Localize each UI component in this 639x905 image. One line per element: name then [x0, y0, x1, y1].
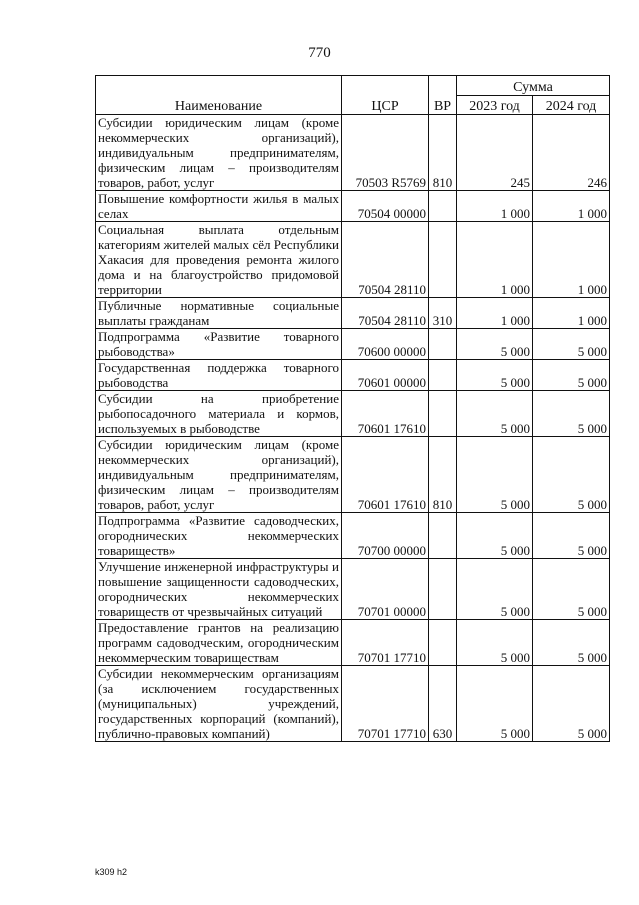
- row-amount-2023: 1 000: [457, 298, 533, 329]
- row-amount-2023: 5 000: [457, 329, 533, 360]
- header-csr: ЦСР: [342, 76, 429, 115]
- table-row: [96, 329, 610, 360]
- row-vr: [429, 222, 457, 298]
- row-name: Государственная поддержка товарного рыбоводства: [96, 360, 342, 391]
- row-vr: [429, 360, 457, 391]
- row-amount-2024: 5 000: [533, 620, 610, 666]
- row-amount-2023: 5 000: [457, 437, 533, 513]
- row-amount-2024: 5 000: [533, 391, 610, 437]
- table-row: [96, 191, 610, 222]
- document-code: k309 h2: [95, 867, 128, 877]
- header-year-2023: 2023 год: [457, 95, 533, 115]
- table-row: [96, 391, 610, 437]
- row-csr: 70701 17710: [342, 666, 429, 742]
- row-csr: 70601 00000: [342, 360, 429, 391]
- row-name: Субсидии на приобретение рыбопосадочного материала и кормов, используемых в рыбоводстве: [96, 391, 342, 437]
- table-row: [96, 360, 610, 391]
- row-vr: [429, 559, 457, 620]
- row-name: Субсидии юридическим лицам (кроме некоммерческих организаций), индивидуальным предпринимателям, физическим лицам – производителям товаров, работ, услуг: [96, 437, 342, 513]
- row-amount-2024: 1 000: [533, 222, 610, 298]
- row-amount-2024: 1 000: [533, 298, 610, 329]
- row-csr: 70601 17610: [342, 391, 429, 437]
- row-name: Публичные нормативные социальные выплаты гражданам: [96, 298, 342, 329]
- row-amount-2023: 5 000: [457, 620, 533, 666]
- row-csr: 70701 00000: [342, 559, 429, 620]
- row-vr: [429, 329, 457, 360]
- row-vr: 810: [429, 437, 457, 513]
- row-csr: 70600 00000: [342, 329, 429, 360]
- table-row: [96, 620, 610, 666]
- row-amount-2024: 5 000: [533, 329, 610, 360]
- row-amount-2023: 5 000: [457, 666, 533, 742]
- table-row: [96, 666, 610, 742]
- header-year-2024: 2024 год: [533, 95, 610, 115]
- budget-table: [95, 75, 610, 742]
- row-csr: 70601 17610: [342, 437, 429, 513]
- row-vr: [429, 513, 457, 559]
- row-name: Социальная выплата отдельным категориям жителей малых сёл Республики Хакасия для проведения ремонта жилого дома и на благоустройство придомовой территории: [96, 222, 342, 298]
- row-amount-2024: 1 000: [533, 191, 610, 222]
- row-amount-2023: 245: [457, 115, 533, 191]
- row-amount-2023: 5 000: [457, 513, 533, 559]
- page-number: 770: [308, 45, 331, 61]
- row-name: Подпрограмма «Развитие садоводческих, огороднических некоммерческих товариществ»: [96, 513, 342, 559]
- row-name: Подпрограмма «Развитие товарного рыбоводства»: [96, 329, 342, 360]
- row-amount-2023: 1 000: [457, 222, 533, 298]
- row-vr: [429, 620, 457, 666]
- row-csr: 70503 R5769: [342, 115, 429, 191]
- row-vr: 310: [429, 298, 457, 329]
- table-row: [96, 559, 610, 620]
- row-csr: 70504 28110: [342, 298, 429, 329]
- row-amount-2023: 5 000: [457, 391, 533, 437]
- row-amount-2023: 5 000: [457, 360, 533, 391]
- row-amount-2024: 5 000: [533, 513, 610, 559]
- table-row: [96, 115, 610, 191]
- row-vr: [429, 391, 457, 437]
- row-amount-2024: 5 000: [533, 559, 610, 620]
- table-row: [96, 513, 610, 559]
- row-vr: 630: [429, 666, 457, 742]
- row-name: Улучшение инженерной инфраструктуры и повышение защищенности садоводческих, огороднических некоммерческих товариществ от чрезвычайных ситуаций: [96, 559, 342, 620]
- row-name: Предоставление грантов на реализацию программ садоводческим, огородническим некоммерческим товариществам: [96, 620, 342, 666]
- header-name: Наименование: [96, 76, 342, 115]
- header-row: [96, 76, 610, 96]
- row-name: Повышение комфортности жилья в малых селах: [96, 191, 342, 222]
- row-amount-2024: 5 000: [533, 360, 610, 391]
- table-row: [96, 437, 610, 513]
- row-csr: 70504 00000: [342, 191, 429, 222]
- table-row: [96, 298, 610, 329]
- header-vr: ВР: [429, 76, 457, 115]
- row-vr: [429, 191, 457, 222]
- row-csr: 70700 00000: [342, 513, 429, 559]
- row-amount-2024: 246: [533, 115, 610, 191]
- row-name: Субсидии некоммерческим организациям (за исключением государственных (муниципальных) учреждений, государственных корпораций (компаний), публично-правовых компаний): [96, 666, 342, 742]
- table-row: [96, 222, 610, 298]
- row-amount-2024: 5 000: [533, 666, 610, 742]
- row-amount-2023: 1 000: [457, 191, 533, 222]
- row-amount-2023: 5 000: [457, 559, 533, 620]
- row-csr: 70504 28110: [342, 222, 429, 298]
- row-csr: 70701 17710: [342, 620, 429, 666]
- row-name: Субсидии юридическим лицам (кроме некоммерческих организаций), индивидуальным предпринимателям, физическим лицам – производителям товаров, работ, услуг: [96, 115, 342, 191]
- row-amount-2024: 5 000: [533, 437, 610, 513]
- row-vr: 810: [429, 115, 457, 191]
- header-sum: Сумма: [457, 76, 610, 96]
